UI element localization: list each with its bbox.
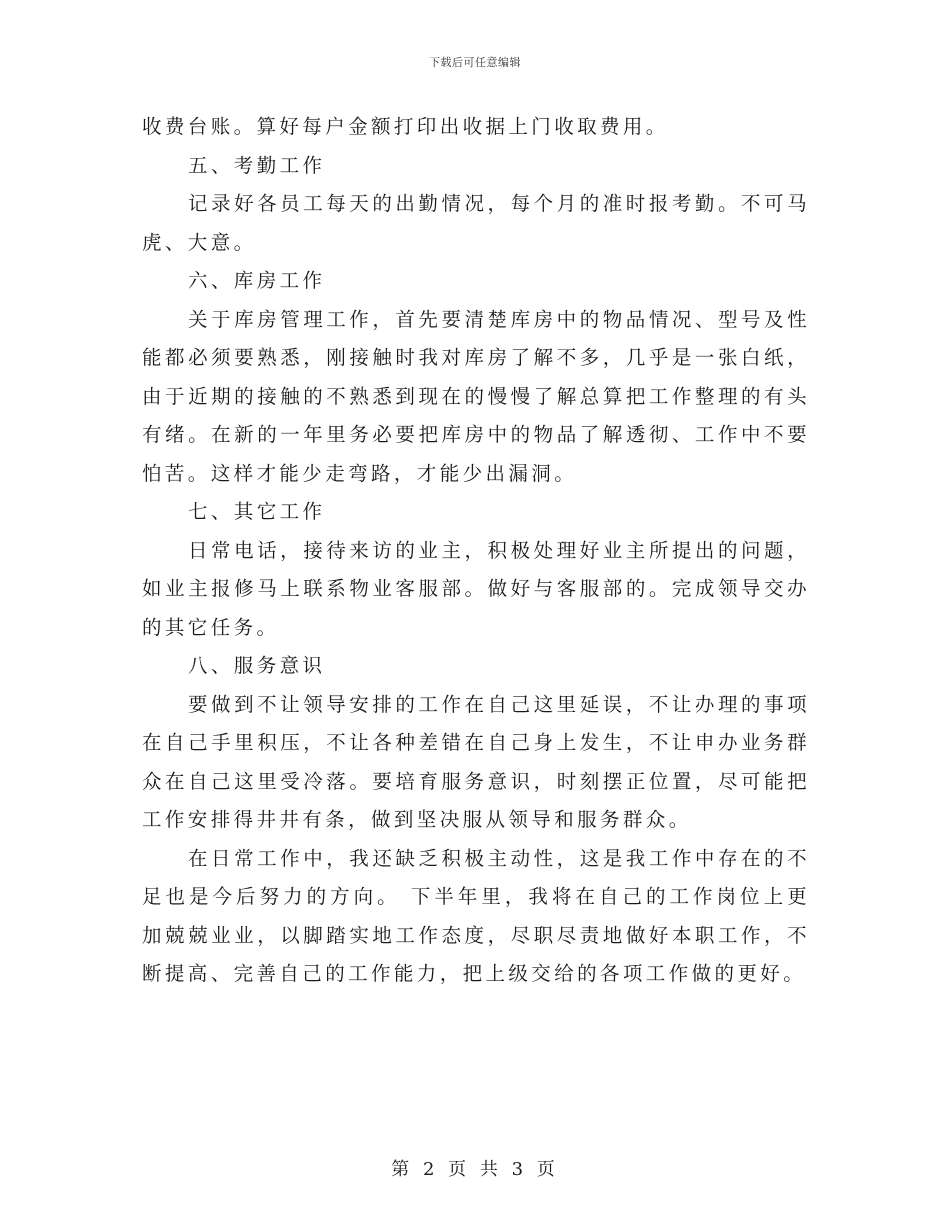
paragraph-conclusion: 在日常工作中，我还缺乏积极主动性，这是我工作中存在的不足也是今后努力的方向。 下半年里，我将在自己的工作岗位上更加兢兢业业，以脚踏实地工作态度，尽职尽责地做好本职工作，不断提高、完善自己的工作能力，把上级交给的各项工作做的更好。: [142, 846, 810, 985]
paragraph-warehouse: 关于库房管理工作，首先要清楚库房中的物品情况、型号及性能都必须要熟悉，刚接触时我对库房了解不多，几乎是一张白纸，由于近期的接触的不熟悉到现在的慢慢了解总算把工作整理的有头有绪。在新的一年里务必要把库房中的物品了解透彻、工作中不要怕苦。这样才能少走弯路，才能少出漏洞。: [142, 307, 810, 485]
paragraph-other-work: 日常电话，接待来访的业主，积极处理好业主所提出的问题，如业主报修马上联系物业客服部。做好与客服部的。完成领导交办的其它任务。: [142, 538, 810, 639]
document-body: [142, 108, 810, 994]
section-heading-attendance: 五、考勤工作: [188, 153, 326, 177]
paragraph-service: 要做到不让领导安排的工作在自己这里延误，不让办理的事项在自己手里积压，不让各种差错在自己身上发生，不让申办业务群众在自己这里受冷落。要培育服务意识，时刻摆正位置，尽可能把工作安排得井井有条，做到坚决服从领导和服务群众。: [142, 692, 810, 831]
header-note: 下载后可任意编辑: [429, 56, 521, 69]
section-heading-service: 八、服务意识: [188, 654, 326, 677]
section-heading-warehouse: 六、库房工作: [188, 269, 326, 292]
section-heading-other-work: 七、其它工作: [188, 500, 326, 523]
page-number: 第 2 页 共 3 页: [391, 1159, 559, 1180]
paragraph-continuation: 收费台账。算好每户金额打印出收据上门收取费用。: [142, 115, 669, 138]
paragraph-attendance: 记录好各员工每天的出勤情况，每个月的准时报考勤。不可马虎、大意。: [142, 192, 810, 254]
